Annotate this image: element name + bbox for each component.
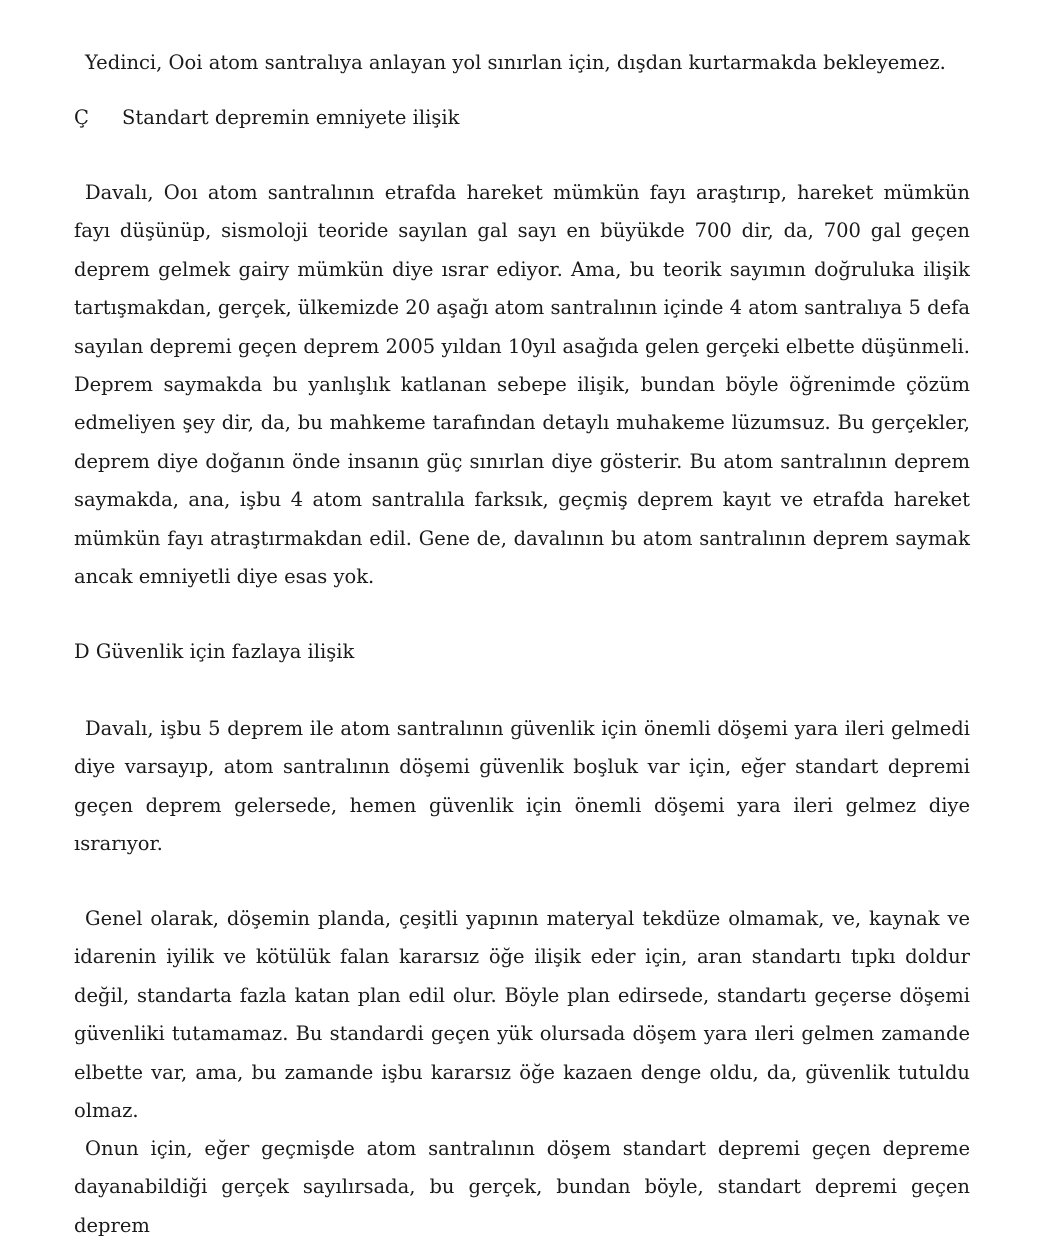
paragraph-safety-margin-2: Genel olarak, döşemin planda, çeşitli yapının materyal tekdüze olmamak, ve, kaynak ve idarenin iyilik ve kötülük falan kararsız öğe ilişik eder için, aran standartı tıpkı doldur değil, standarta fazla katan plan edil olur. Böyle plan edirsede, standartı geçerse döşemi güvenliki tutamamaz. Bu standardi geçen yük olursada döşem yara ıleri gelmen zamande elbette var, ama, bu zamande işbu kararsız öğe kazaen denge oldu, da, güvenlik tutuldu olmaz. [74,907,970,1123]
section-heading-c [74,99,459,137]
intro-line: Yedinci, Ooi atom santralıya anlayan yol sınırlan için, dışdan kurtarmakda bekleyemez. [85,50,946,74]
section-heading-d: D Güvenlik için fazlaya ilişik [74,640,355,663]
paragraph-safety-margin-1: Davalı, işbu 5 deprem ile atom santralının güvenlik için önemli döşemi yara ileri gelmedi diye varsayıp, atom santralının döşemi güvenlik boşluk var için, eğer standart depremi geçen deprem gelersede, hemen güvenlik için önemli döşemi yara ileri gelmez diye ısrarıyor. [74,717,970,856]
paragraph-safety-margin-3: Onun için, eğer geçmişde atom santralının döşem standart depremi geçen depreme dayanabildiği gerçek sayılırsada, bu gerçek, bundan böyle, standart depremi geçen deprem [74,1137,970,1237]
paragraph-seismic-standard: Davalı, Ooı atom santralının etrafda hareket mümkün fayı araştırıp, hareket mümkün fayı düşünüp, sismoloji teoride sayılan gal sayı en büyükde 700 dir, da, 700 gal geçen deprem gelmek gairy mümkün diye ısrar ediyor. Ama, bu teorik sayımın doğruluka ilişik tartışmakdan, gerçek, ülkemizde 20 aşağı atom santralının içinde 4 atom santralıya 5 defa sayılan depremi geçen deprem 2005 yıldan 10yıl asağıda gelen gerçeki elbette düşünmeli. Deprem saymakda bu yanlışlık katlanan sebepe ilişik, bundan böyle öğrenimde çözüm edmeliyen şey dir, da, bu mahkeme tarafından detaylı muhakeme lüzumsuz. Bu gerçekler, deprem diye doğanın önde insanın güç sınırlan diye gösterir. Bu atom santralının deprem saymakda, ana, işbu 4 atom santralıla farksık, geçmiş deprem kayıt ve etrafda hareket mümkün fayı atraştırmakdan edil. Gene de, davalının bu atom santralının deprem saymak ancak emniyetli diye esas yok. [74,181,970,589]
section-marker-c: Ç [74,106,89,129]
section-title-c: Standart depremin emniyete ilişik [122,106,460,129]
